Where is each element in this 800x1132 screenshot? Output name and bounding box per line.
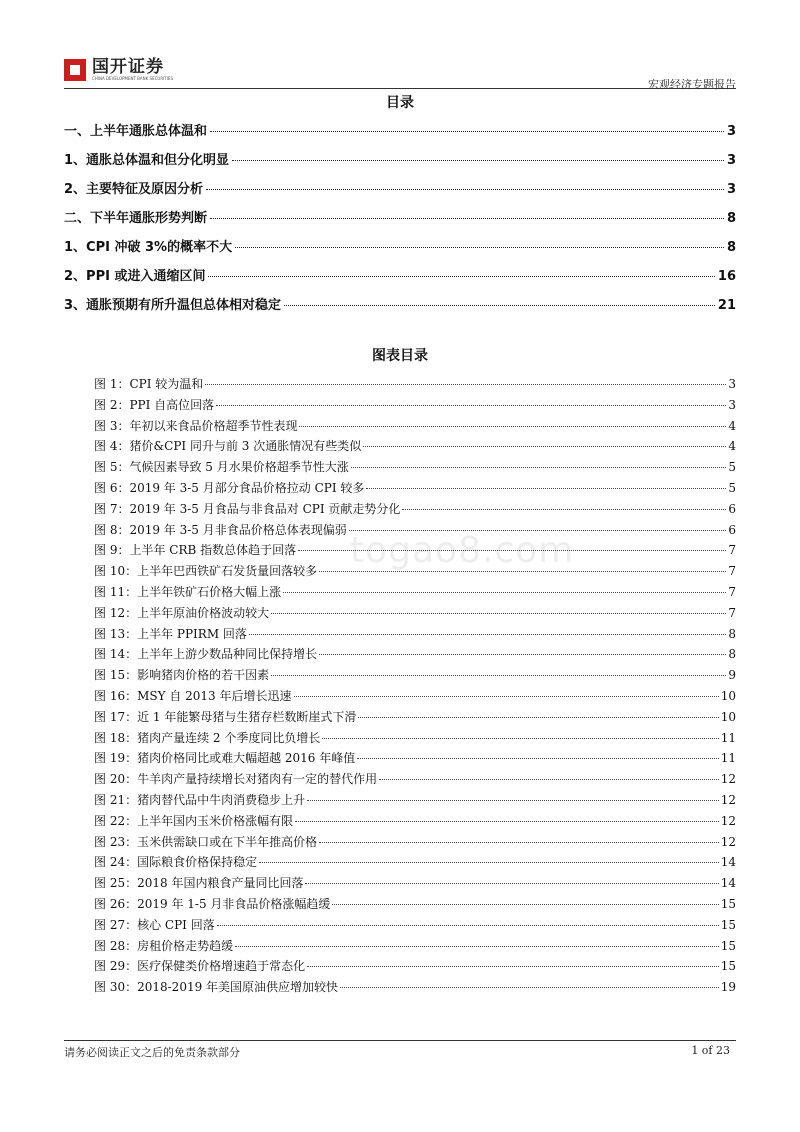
figure-entry-label: 图 12：上半年原油价格波动较大 — [94, 605, 270, 620]
logo-name-en: CHINA DEVELOPMENT BANK SECURITIES — [92, 76, 173, 81]
dot-leader — [307, 966, 719, 967]
figure-entry-page: 12 — [720, 792, 736, 807]
figure-entry-page: 6 — [728, 501, 736, 516]
dot-leader — [206, 189, 724, 190]
figure-entry[interactable] — [94, 666, 736, 687]
figure-entry-label: 图 28：房租价格走势趋缓 — [94, 938, 234, 953]
figure-entry-label: 图 24：国际粮食价格保持稳定 — [94, 855, 258, 870]
figure-entry-page: 4 — [728, 439, 736, 454]
footer-divider — [64, 1040, 736, 1041]
figure-entry-page: 5 — [728, 460, 736, 475]
logo-icon — [64, 59, 86, 81]
figure-entry-page: 3 — [728, 397, 736, 412]
figure-entry-page: 6 — [728, 522, 736, 537]
figure-entry-page: 7 — [728, 543, 736, 558]
figure-entry[interactable] — [94, 770, 736, 791]
figure-entry[interactable] — [94, 749, 736, 770]
toc-entry-page: 3 — [726, 153, 736, 168]
figure-entry[interactable] — [94, 437, 736, 458]
figure-entry-page: 15 — [720, 896, 736, 911]
figure-entry[interactable] — [94, 833, 736, 854]
figures-list — [94, 375, 736, 999]
figure-entry-label: 图 6：2019 年 3-5 月部分食品价格拉动 CPI 较多 — [94, 480, 365, 495]
toc-list — [64, 120, 736, 323]
figure-entry-label: 图 14：上半年上游少数品种同比保持增长 — [94, 647, 318, 662]
dot-leader — [235, 946, 719, 947]
dot-leader — [271, 613, 726, 614]
figure-entry[interactable] — [94, 417, 736, 438]
dot-leader — [235, 247, 724, 248]
figure-entry[interactable] — [94, 957, 736, 978]
dot-leader — [205, 384, 726, 385]
toc-entry-page: 3 — [726, 182, 736, 197]
dot-leader — [295, 821, 719, 822]
figure-entry-label: 图 3：年初以来食品价格超季节性表现 — [94, 418, 298, 433]
dot-leader — [210, 131, 724, 132]
figure-entry[interactable] — [94, 604, 736, 625]
figure-entry[interactable] — [94, 645, 736, 666]
figure-entry-label: 图 4：猪价&CPI 同升与前 3 次通胀情况有些类似 — [94, 439, 362, 454]
dot-leader — [210, 218, 724, 219]
figure-entry[interactable] — [94, 458, 736, 479]
toc-entry[interactable] — [64, 207, 736, 236]
figure-entry-page: 12 — [720, 834, 736, 849]
dot-leader — [357, 758, 718, 759]
figure-entry-label: 图 10：上半年巴西铁矿石发货量回落较多 — [94, 564, 318, 579]
figure-entry-label: 图 21：猪肉替代品中牛肉消费稳步上升 — [94, 792, 306, 807]
document-type: 宏观经济专题报告 — [648, 78, 736, 91]
dot-leader — [216, 405, 726, 406]
toc-title: 目录 — [386, 95, 414, 111]
figure-entry-page: 11 — [720, 751, 736, 766]
footer-disclaimer: 请务必阅读正文之后的免责条款部分 — [64, 1046, 240, 1059]
page-header — [64, 52, 736, 92]
logo-name-cn: 国开证券 — [92, 57, 164, 77]
figure-entry[interactable] — [94, 874, 736, 895]
figure-entry-label: 图 20：牛羊肉产量持续增长对猪肉有一定的替代作用 — [94, 772, 378, 787]
toc-entry-label: 1、CPI 冲破 3%的概率不大 — [64, 240, 233, 255]
figure-entry[interactable] — [94, 500, 736, 521]
figure-entry-label: 图 9：上半年 CRB 指数总体趋于回落 — [94, 543, 297, 558]
figure-entry-label: 图 15：影响猪肉价格的若干因素 — [94, 668, 270, 683]
figure-entry[interactable] — [94, 978, 736, 999]
toc-entry[interactable] — [64, 265, 736, 294]
figure-entry-page: 3 — [728, 377, 736, 391]
figure-entry-label: 图 25：2018 年国内粮食产量同比回落 — [94, 876, 304, 891]
toc-entry-page: 16 — [717, 269, 736, 284]
toc-entry[interactable] — [64, 294, 736, 323]
figure-entry-label: 图 5：气候因素导致 5 月水果价格超季节性大涨 — [94, 460, 349, 475]
dot-leader — [358, 717, 718, 718]
figures-title: 图表目录 — [372, 348, 428, 364]
toc-entry-label: 二、下半年通胀形势判断 — [64, 211, 208, 226]
dot-leader — [319, 842, 719, 843]
dot-leader — [294, 696, 719, 697]
figure-entry-page: 19 — [720, 980, 736, 995]
dot-leader — [299, 426, 726, 427]
figure-entry-page: 7 — [728, 564, 736, 579]
figure-entry[interactable] — [94, 729, 736, 750]
dot-leader — [249, 634, 726, 635]
toc-entry-label: 2、PPI 或进入通缩区间 — [64, 269, 206, 284]
figure-entry-label: 图 30：2018-2019 年美国原油供应增加较快 — [94, 980, 339, 995]
figure-entry-label: 图 11：上半年铁矿石价格大幅上涨 — [94, 584, 282, 599]
toc-entry-page: 8 — [726, 240, 736, 255]
figure-entry-page: 9 — [728, 668, 736, 683]
figure-entry-label: 图 13：上半年 PPIRM 回落 — [94, 626, 247, 641]
toc-entry-page: 8 — [726, 211, 736, 226]
toc-entry[interactable] — [64, 149, 736, 178]
figure-entry-page: 14 — [720, 855, 736, 870]
dot-leader — [217, 925, 719, 926]
dot-leader — [366, 488, 726, 489]
figure-entry-label: 图 7：2019 年 3-5 月食品与非食品对 CPI 贡献走势分化 — [94, 501, 401, 516]
figure-entry[interactable] — [94, 687, 736, 708]
toc-entry-label: 2、主要特征及原因分析 — [64, 182, 204, 197]
dot-leader — [305, 883, 718, 884]
dot-leader — [284, 305, 715, 306]
figure-entry-page: 12 — [720, 813, 736, 828]
dot-leader — [379, 779, 719, 780]
figure-entry-label: 图 1：CPI 较为温和 — [94, 377, 204, 391]
dot-leader — [283, 592, 726, 593]
figure-entry-label: 图 8：2019 年 3-5 月非食品价格总体表现偏弱 — [94, 522, 347, 537]
figure-entry-label: 图 16：MSY 自 2013 年后增长迅速 — [94, 688, 292, 703]
figure-entry[interactable] — [94, 625, 736, 646]
dot-leader — [307, 800, 719, 801]
figure-entry[interactable] — [94, 895, 736, 916]
toc-entry-page: 21 — [717, 298, 736, 313]
figure-entry-page: 4 — [728, 418, 736, 433]
figure-entry-page: 5 — [728, 480, 736, 495]
figure-entry[interactable] — [94, 791, 736, 812]
figure-entry-label: 图 19：猪肉价格同比或难大幅超越 2016 年峰值 — [94, 751, 356, 766]
figure-entry-page: 10 — [720, 709, 736, 724]
figure-entry-page: 14 — [720, 876, 736, 891]
figure-entry-label: 图 29：医疗保健类价格增速趋于常态化 — [94, 959, 306, 974]
toc-entry-label: 1、通胀总体温和但分化明显 — [64, 153, 230, 168]
figure-entry-page: 15 — [720, 959, 736, 974]
figure-entry[interactable] — [94, 479, 736, 500]
dot-leader — [322, 738, 718, 739]
dot-leader — [271, 675, 726, 676]
figure-entry[interactable] — [94, 916, 736, 937]
figure-entry-page: 11 — [720, 730, 736, 745]
figure-entry-label: 图 18：猪肉产量连续 2 个季度同比负增长 — [94, 730, 321, 745]
dot-leader — [402, 509, 726, 510]
figure-entry[interactable] — [94, 375, 736, 396]
figure-entry-page: 7 — [728, 605, 736, 620]
dot-leader — [363, 446, 726, 447]
figure-entry[interactable] — [94, 396, 736, 417]
watermark: togao8.com — [350, 530, 575, 571]
toc-entry[interactable] — [64, 120, 736, 149]
dot-leader — [319, 654, 726, 655]
figure-entry[interactable] — [94, 937, 736, 958]
toc-entry[interactable] — [64, 236, 736, 265]
figure-entry[interactable] — [94, 853, 736, 874]
figure-entry-label: 图 17：近 1 年能繁母猪与生猪存栏数断崖式下滑 — [94, 709, 357, 724]
dot-leader — [332, 904, 718, 905]
figure-entry[interactable] — [94, 708, 736, 729]
figure-entry-page: 15 — [720, 917, 736, 932]
figure-entry-page: 10 — [720, 688, 736, 703]
figure-entry-label: 图 22：上半年国内玉米价格涨幅有限 — [94, 813, 294, 828]
figure-entry-page: 12 — [720, 772, 736, 787]
toc-entry-page: 3 — [726, 124, 736, 139]
toc-entry-label: 一、上半年通胀总体温和 — [64, 124, 208, 139]
figure-entry-label: 图 23：玉米供需缺口或在下半年推高价格 — [94, 834, 318, 849]
dot-leader — [340, 987, 719, 988]
company-logo — [64, 58, 173, 82]
figure-entry-label: 图 27：核心 CPI 回落 — [94, 917, 215, 932]
toc-entry-label: 3、通胀预期有所升温但总体相对稳定 — [64, 298, 282, 313]
figure-entry[interactable] — [94, 583, 736, 604]
figure-entry[interactable] — [94, 812, 736, 833]
figure-entry-page: 8 — [728, 626, 736, 641]
toc-entry[interactable] — [64, 178, 736, 207]
dot-leader — [232, 160, 724, 161]
dot-leader — [319, 571, 726, 572]
dot-leader — [351, 467, 727, 468]
dot-leader — [259, 862, 719, 863]
figure-entry-page: 15 — [720, 938, 736, 953]
header-divider — [64, 88, 736, 89]
figure-entry-page: 7 — [728, 584, 736, 599]
figure-entry-label: 图 2：PPI 自高位回落 — [94, 397, 215, 412]
figure-entry-label: 图 26：2019 年 1-5 月非食品价格涨幅趋缓 — [94, 896, 331, 911]
dot-leader — [208, 276, 714, 277]
figure-entry-page: 8 — [728, 647, 736, 662]
page-number: 1 of 23 — [691, 1044, 730, 1057]
